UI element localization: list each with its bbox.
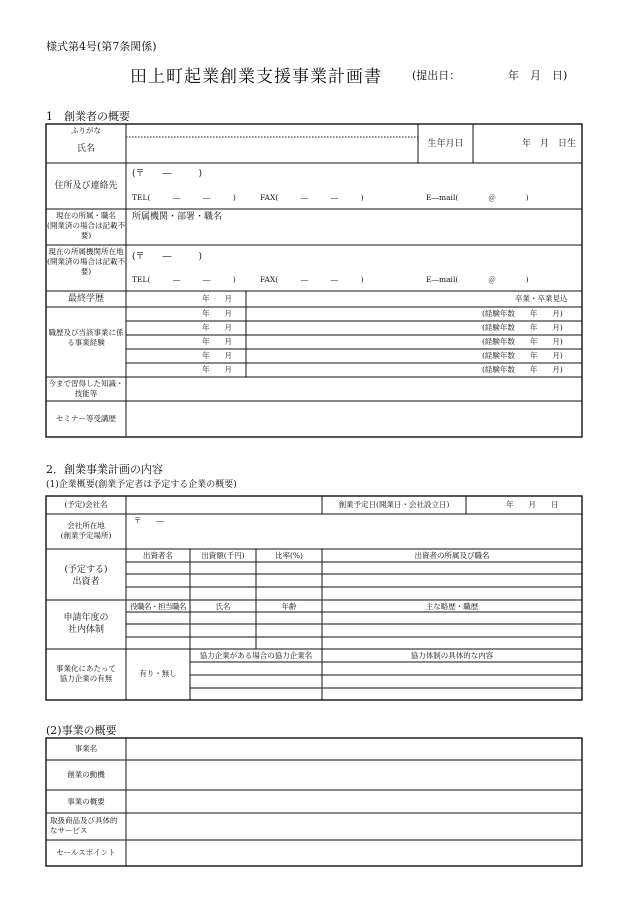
- experience-4: (経験年数 年 月): [482, 351, 563, 360]
- seminar-label: セミナー等受講歴: [56, 414, 116, 423]
- biz-row-salespoint: セールスポイント: [56, 848, 116, 857]
- investor-col-affiliation: 出資者の所属及び職名: [414, 551, 490, 560]
- graduation-status: 卒業・卒業見込: [515, 294, 568, 303]
- tel-2: TEL( ― ― ): [132, 275, 236, 284]
- email-1: E―mail( ＠ ): [426, 193, 529, 202]
- partner-col-name: 協力企業がある場合の協力企業名: [199, 651, 313, 660]
- tel-1: TEL( ― ― ): [132, 193, 236, 202]
- email-2: E―mail( ＠ ): [426, 275, 529, 284]
- biz-row-motive: 創業の動機: [67, 770, 105, 779]
- partner-col-content: 協力体制の具体的な内容: [410, 651, 494, 660]
- affiliation-address-label: 現在の所属機関所在地 (開業済の場合は記載不要): [47, 247, 125, 277]
- birth-label: 生年月日: [427, 139, 464, 149]
- fax-1: FAX( ― ― ): [260, 193, 364, 202]
- experience-2: (経験年数 年 月): [482, 323, 563, 332]
- biz-row-name: 事業名: [74, 744, 98, 753]
- experience-1: (経験年数 年 月): [482, 309, 563, 318]
- org-col-title: 役職名・担当職名: [130, 602, 186, 611]
- investor-col-name: 出資者名: [143, 551, 173, 560]
- experience-5: (経験年数 年 月): [482, 365, 563, 374]
- partner-label: 事業化にあたって 協力企業の有無: [56, 664, 116, 684]
- partner-choice: 有り・無し: [139, 669, 177, 678]
- org-col-name: 氏名: [215, 602, 231, 611]
- form-number: 様式第4号(第7条関係): [46, 40, 157, 53]
- founding-date-label: 創業予定日(開業日・会社設立日): [338, 500, 450, 509]
- company-name-label: (予定)会社名: [64, 500, 108, 509]
- affiliation-label: 現在の所属・職名 (開業済の場合は記載不要): [47, 211, 125, 241]
- skills-label: 今まで習得した知識・技能等: [48, 379, 124, 399]
- biz-row-overview: 事業の概要: [67, 797, 105, 806]
- biz-row-products: 取扱商品及び具体的なサービス: [50, 816, 118, 836]
- career-ym-5: 年 月: [202, 365, 232, 374]
- furigana-label: ふりがな: [71, 126, 101, 135]
- section-2-2-heading: (2)事業の概要: [46, 724, 117, 737]
- submit-date-ymd: 年 月 日): [508, 69, 568, 82]
- career-ym-4: 年 月: [202, 351, 232, 360]
- org-col-age: 年齢: [281, 602, 297, 611]
- page-title: 田上町起業創業支援事業計画書: [130, 67, 382, 87]
- education-label: 最終学歴: [67, 294, 104, 304]
- company-address-label: 会社所在地 (創業予定場所): [60, 521, 112, 541]
- career-ym-2: 年 月: [202, 323, 232, 332]
- fax-2: FAX( ― ― ): [260, 275, 364, 284]
- investor-col-ratio: 比率(%): [275, 551, 303, 560]
- career-ym-3: 年 月: [202, 337, 232, 346]
- education-ym: 年 月: [202, 294, 232, 303]
- company-postal: 〒 ―: [134, 516, 164, 525]
- section-2-1-heading: (1)企業概要(創業予定者は予定する企業の概要): [46, 480, 237, 490]
- affiliation-value: 所属機関・部署・職名: [132, 212, 223, 222]
- career-label: 職歴及び当該事業に係る事業経験: [48, 328, 124, 348]
- investor-col-amount: 出資額(千円): [201, 551, 245, 560]
- submit-date-label: (提出日：: [412, 69, 461, 82]
- org-col-history: 主な略歴・職歴: [425, 602, 479, 611]
- section-2-heading: 2．創業事業計画の内容: [46, 463, 163, 476]
- career-ym-1: 年 月: [202, 309, 232, 318]
- investor-label: (予定する) 出資者: [64, 565, 108, 587]
- section-1-heading: 1 創業者の概要: [46, 110, 130, 123]
- experience-3: (経験年数 年 月): [482, 337, 563, 346]
- postal-2: (〒 ― ): [132, 252, 203, 262]
- name-label: 氏名: [76, 144, 95, 154]
- postal-1: (〒 ― ): [132, 169, 203, 179]
- birth-ymd: 年 月 日生: [522, 139, 577, 149]
- address-label: 住所及び連絡先: [54, 181, 118, 191]
- founding-ymd: 年 月 日: [506, 500, 559, 509]
- org-label: 申請年度の 社内体制: [63, 613, 109, 635]
